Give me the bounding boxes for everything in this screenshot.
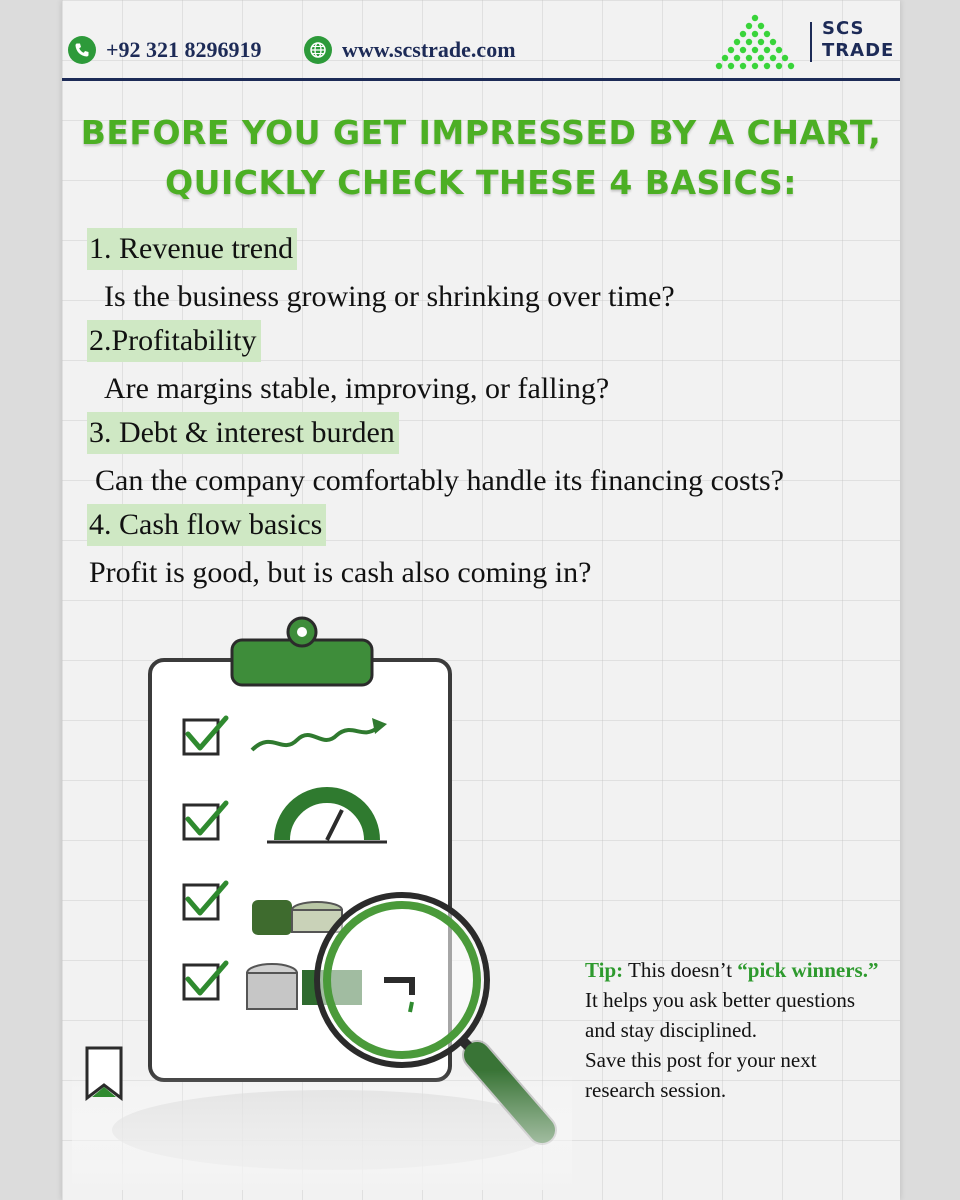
scs-logo-mark	[710, 14, 800, 70]
post-card	[62, 0, 900, 1200]
tip-text-1: This doesn’t	[623, 958, 738, 982]
tip-text-2: It helps you ask better questions and stay disciplined.	[585, 988, 856, 1042]
headline-line-1: BEFORE YOU GET IMPRESSED BY A CHART,	[80, 113, 882, 152]
item-question-revenue: Is the business growing or shrinking over time?	[104, 280, 675, 313]
bookmark-icon[interactable]	[84, 1045, 124, 1101]
item-heading-revenue: 1. Revenue trend	[87, 228, 297, 270]
item-heading-profitability: 2.Profitability	[87, 320, 261, 362]
tip-label: Tip:	[585, 958, 624, 982]
phone-contact[interactable]	[68, 36, 262, 64]
website-link[interactable]	[304, 36, 516, 64]
phone-icon	[68, 36, 96, 64]
logo-divider	[810, 22, 812, 62]
tip-box	[585, 955, 885, 1105]
logo-line-2: TRADE	[822, 40, 895, 61]
header-divider	[62, 78, 900, 81]
phone-number: +92 321 8296919	[106, 37, 262, 62]
tip-highlight: “pick winners.”	[737, 958, 879, 982]
header	[62, 0, 900, 80]
clipboard-illustration	[72, 610, 572, 1190]
item-question-profitability: Are margins stable, improving, or falling?	[104, 372, 610, 405]
right-border	[900, 0, 960, 1200]
item-heading-cashflow: 4. Cash flow basics	[87, 504, 326, 546]
tip-save-text: Save this post for your next research session.	[585, 1048, 817, 1102]
headline	[62, 108, 900, 208]
logo-line-1: SCS	[822, 18, 865, 39]
website-url: www.scstrade.com	[342, 37, 516, 62]
left-border	[0, 0, 62, 1200]
logo-text	[822, 18, 894, 62]
globe-icon	[304, 36, 332, 64]
headline-line-2: QUICKLY CHECK THESE 4 BASICS:	[165, 163, 797, 202]
checklist	[87, 228, 887, 596]
item-question-cashflow: Profit is good, but is cash also coming in?	[89, 556, 592, 589]
item-question-debt: Can the company comfortably handle its financing costs?	[95, 464, 784, 497]
tip-paragraph	[585, 955, 885, 1045]
item-heading-debt: 3. Debt & interest burden	[87, 412, 399, 454]
